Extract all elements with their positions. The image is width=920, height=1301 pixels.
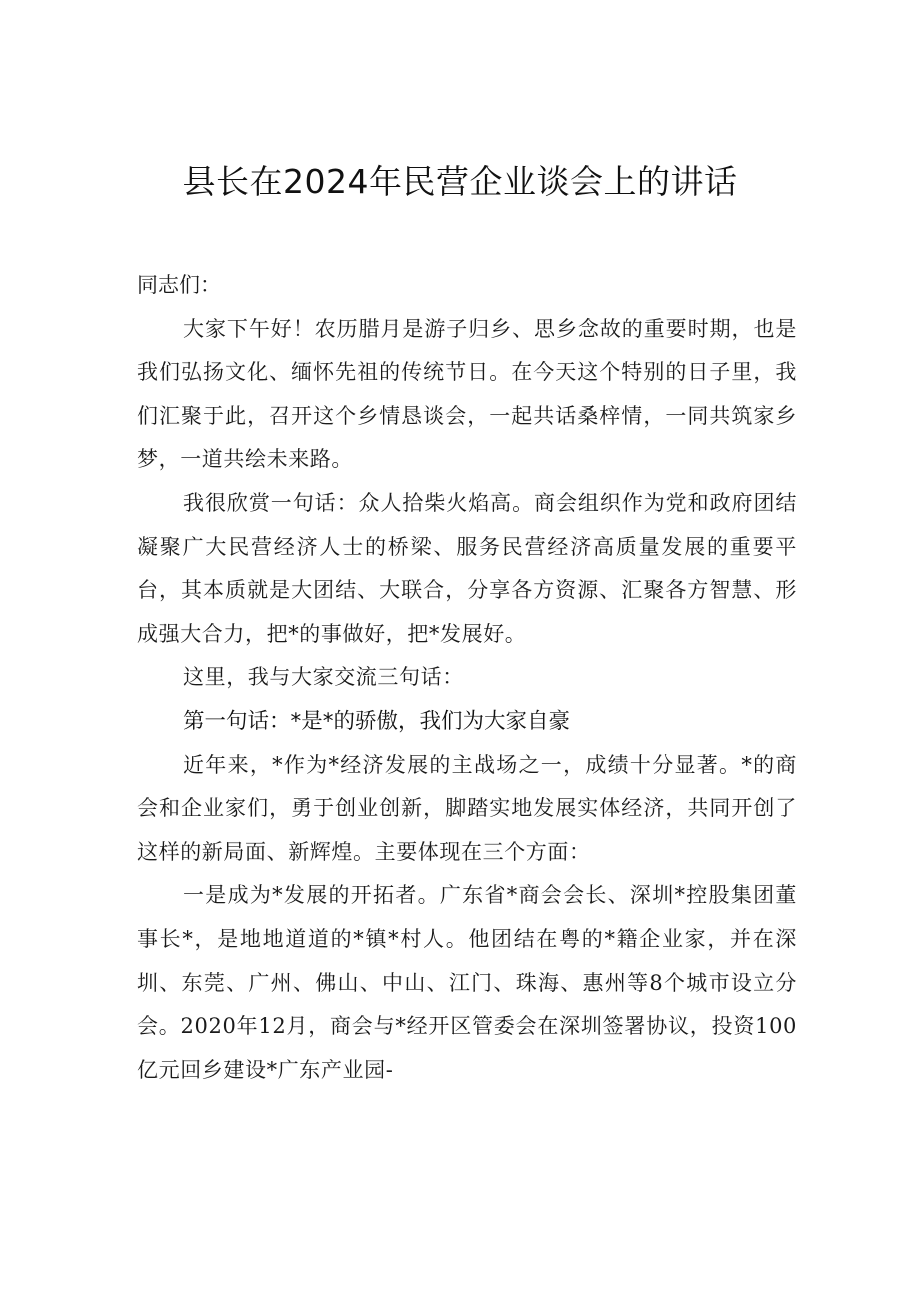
- paragraph-three-sentences: 这里，我与大家交流三句话：: [183, 665, 464, 690]
- section-heading-first: 第一句话：*是*的骄傲，我们为大家自豪: [183, 708, 571, 734]
- salutation: 同志们：: [137, 273, 221, 297]
- document-body: [137, 264, 797, 1092]
- document-title: 县长在2024年民营企业谈会上的讲话: [182, 162, 738, 201]
- paragraph-greeting: 大家下午好！农历腊月是游子归乡、思乡念故的重要时期，也是我们弘扬文化、缅怀先祖的传统节日。在今天这个特别的日子里，我们汇聚于此，召开这个乡情恳谈会，一起共话桑梓情，一同共筑家乡梦，一道共绘未来路。: [137, 316, 797, 472]
- paragraph-pioneer: 一是成为*发展的开拓者。广东省*商会会长、深圳*控股集团董事长*，是地地道道的*镇*村人。他团结在粤的*籍企业家，并在深圳、东莞、广州、佛山、中山、江门、珠海、惠州等8个城市设立分会。2020年12月，商会与*经开区管委会在深圳签署协议，投资100亿元回乡建设*广东产业园-: [137, 883, 797, 1082]
- paragraph-commerce-chamber: 我很欣赏一句话：众人拾柴火焰高。商会组织作为党和政府团结凝聚广大民营经济人士的桥梁、服务民营经济高质量发展的重要平台，其本质就是大团结、大联合，分享各方资源、汇聚各方智慧、形成强大合力，把*的事做好，把*发展好。: [137, 490, 797, 646]
- paragraph-recent-years: 近年来，*作为*经济发展的主战场之一，成绩十分显著。*的商会和企业家们，勇于创业创新，脚踏实地发展实体经济，共同开创了这样的新局面、新辉煌。主要体现在三个方面：: [137, 752, 797, 864]
